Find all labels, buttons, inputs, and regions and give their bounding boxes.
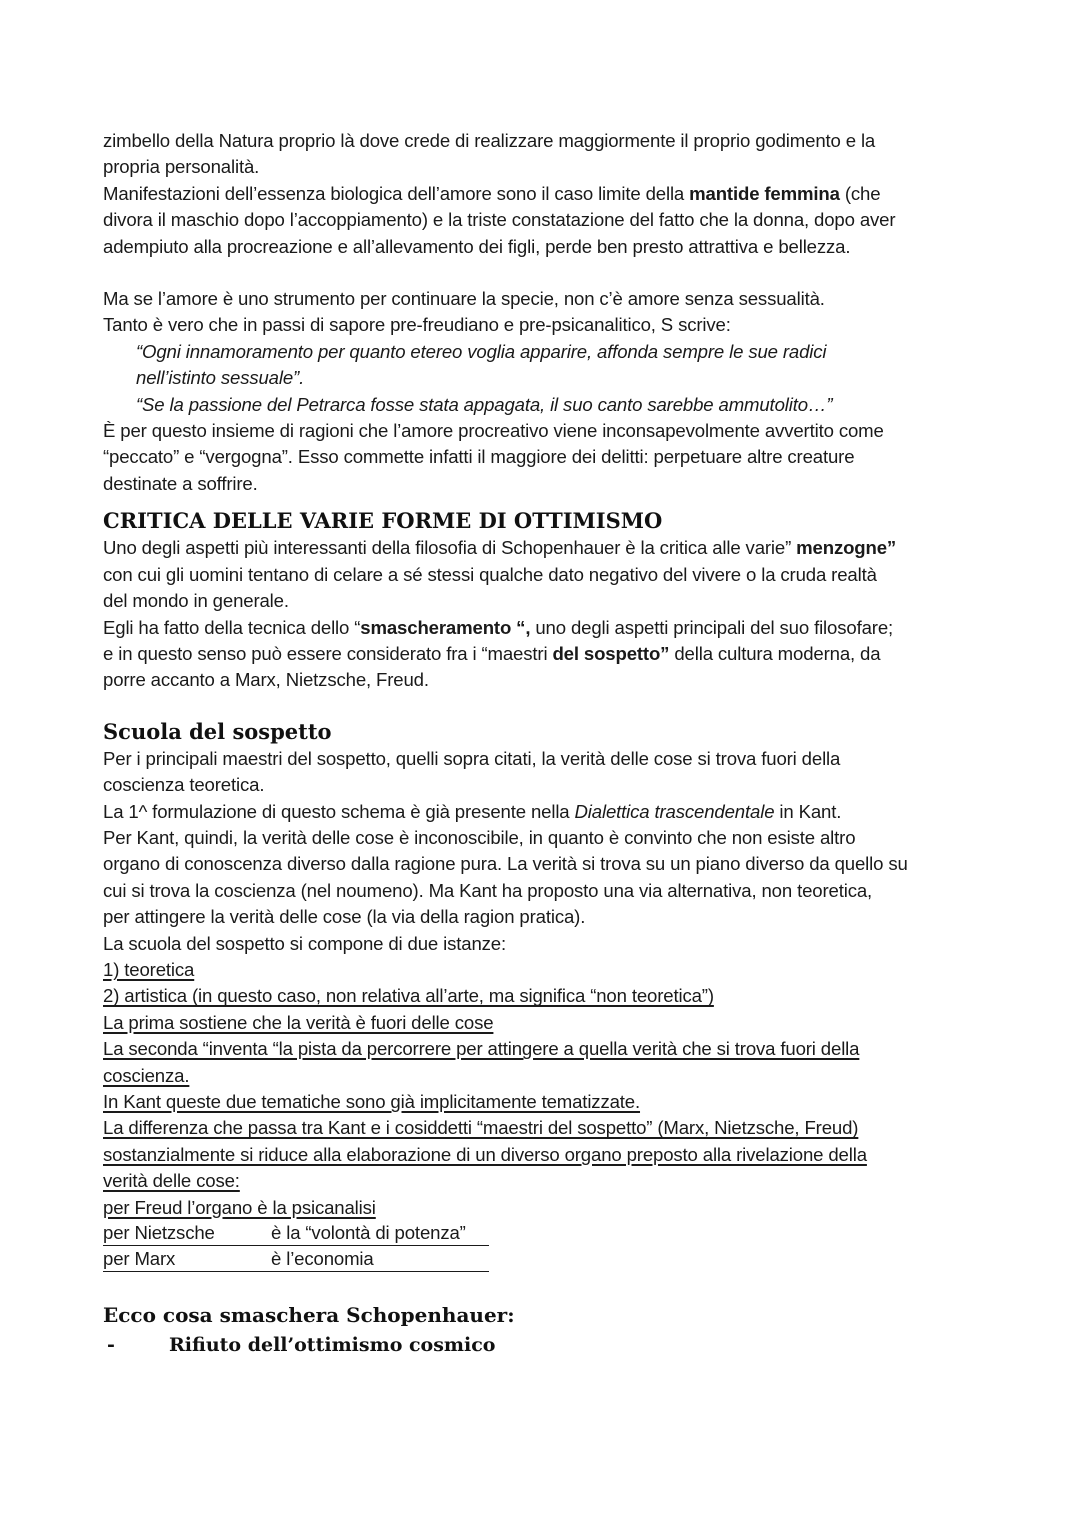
paragraph-line: La scuola del sospetto si compone di due istanze: <box>103 932 507 954</box>
paragraph-line: organo di conoscenza diverso dalla ragione pura. La verità si trova su un piano diverso da quello su <box>103 853 908 875</box>
quote-line: “Ogni innamoramento per quanto etereo voglia apparire, affonda sempre le sue radici <box>136 340 827 362</box>
paragraph-line: propria personalità. <box>103 156 260 178</box>
bullet-item: - Rifiuto dell’ottimismo cosmico <box>103 1330 983 1360</box>
underlined-line: per Freud l’organo è la psicanalisi <box>103 1196 376 1218</box>
section-heading-ecco: Ecco cosa smaschera Schopenhauer: <box>103 1303 515 1328</box>
paragraph-line: La 1^ formulazione di questo schema è già presente nella Dialettica trascendentale in Kant. <box>103 800 842 822</box>
paragraph-line: Uno degli aspetti più interessanti della filosofia di Schopenhauer è la critica alle varie” menzogne” <box>103 537 897 559</box>
organ-row-nietzsche: per Nietzsche è la “volontà di potenza” <box>103 1221 489 1246</box>
paragraph-line: destinate a soffrire. <box>103 472 258 494</box>
paragraph-line: adempiuto alla procreazione e all’allevamento dei figli, perde ben presto attrattiva e bellezza. <box>103 235 851 257</box>
paragraph-line: Egli ha fatto della tecnica dello “smascheramento “, uno degli aspetti principali del suo filosofare; <box>103 616 894 638</box>
paragraph-line: per attingere la verità delle cose (la via della ragion pratica). <box>103 906 586 928</box>
paragraph-line: coscienza teoretica. <box>103 774 265 796</box>
spacer <box>103 260 983 286</box>
bold-term-mantide: mantide femmina <box>689 182 840 204</box>
underlined-line: La prima sostiene che la verità è fuori delle cose <box>103 1011 494 1033</box>
underlined-line: La differenza che passa tra Kant e i cosiddetti “maestri del sospetto” (Marx, Nietzsche, Freud) <box>103 1117 859 1139</box>
paragraph-line: “peccato” e “vergogna”. Esso commette infatti il maggiore dei delitti: perpetuare altre creature <box>103 446 855 468</box>
paragraph-line: porre accanto a Marx, Nietzsche, Freud. <box>103 669 429 691</box>
quote-line: nell’istinto sessuale”. <box>136 367 305 389</box>
paragraph-line: Per i principali maestri del sospetto, quelli sopra citati, la verità delle cose si trova fuori della <box>103 747 841 769</box>
underlined-line: La seconda “inventa “la pista da percorrere per attingere a quella verità che si trova fuori della <box>103 1038 860 1060</box>
underlined-line: sostanzialmente si riduce alla elaborazione di un diverso organo preposto alla rivelazione della <box>103 1143 867 1165</box>
paragraph-line: con cui gli uomini tentano di celare a sé stessi qualche dato negativo del vivere o la cruda realtà <box>103 563 877 585</box>
organ-row-marx: per Marx è l’economia <box>103 1247 489 1272</box>
underlined-line: verità delle cose: <box>103 1170 240 1192</box>
section-heading-scuola: Scuola del sospetto <box>103 718 332 744</box>
underlined-line: coscienza. <box>103 1064 190 1086</box>
paragraph-line: È per questo insieme di ragioni che l’amore procreativo viene inconsapevolmente avvertito come <box>103 420 884 442</box>
paragraph-line: Tanto è vero che in passi di sapore pre-freudiano e pre-psicanalitico, S scrive: <box>103 314 731 336</box>
paragraph-line: divora il maschio dopo l’accoppiamento) e la triste constatazione del fatto che la donna, dopo aver <box>103 209 896 231</box>
paragraph-line: Ma se l’amore è uno strumento per continuare la specie, non c’è amore senza sessualità. <box>103 288 825 310</box>
bullet-dash-icon: - <box>107 1334 115 1357</box>
italic-title: Dialettica trascendentale <box>574 800 775 822</box>
section-heading-critica: CRITICA DELLE VARIE FORME DI OTTIMISMO <box>103 508 663 534</box>
paragraph-line: zimbello della Natura proprio là dove crede di realizzare maggiormente il proprio godimento e la <box>103 130 876 151</box>
quote-line: “Se la passione del Petrarca fosse stata appagata, il suo canto sarebbe ammutolito…” <box>136 393 833 415</box>
paragraph-line: del mondo in generale. <box>103 590 289 612</box>
paragraph-line: cui si trova la coscienza (nel noumeno). Ma Kant ha proposto una via alternativa, non teoretica, <box>103 879 873 901</box>
underlined-line: 2) artistica (in questo caso, non relativa all’arte, ma significa “non teoretica”) <box>103 985 714 1007</box>
paragraph-line: e in questo senso può essere considerato fra i “maestri del sospetto” della cultura moderna, da <box>103 642 881 664</box>
paragraph-line: Per Kant, quindi, la verità delle cose è inconoscibile, in quanto è convinto che non esiste altro <box>103 826 856 848</box>
underlined-line: 1) teoretica <box>103 958 195 980</box>
document-page <box>103 128 983 1360</box>
paragraph-mantide: Manifestazioni dell’essenza biologica dell’amore sono il caso limite della mantide femmina (che <box>103 182 881 204</box>
underlined-line: In Kant queste due tematiche sono già implicitamente tematizzate. <box>103 1091 641 1112</box>
